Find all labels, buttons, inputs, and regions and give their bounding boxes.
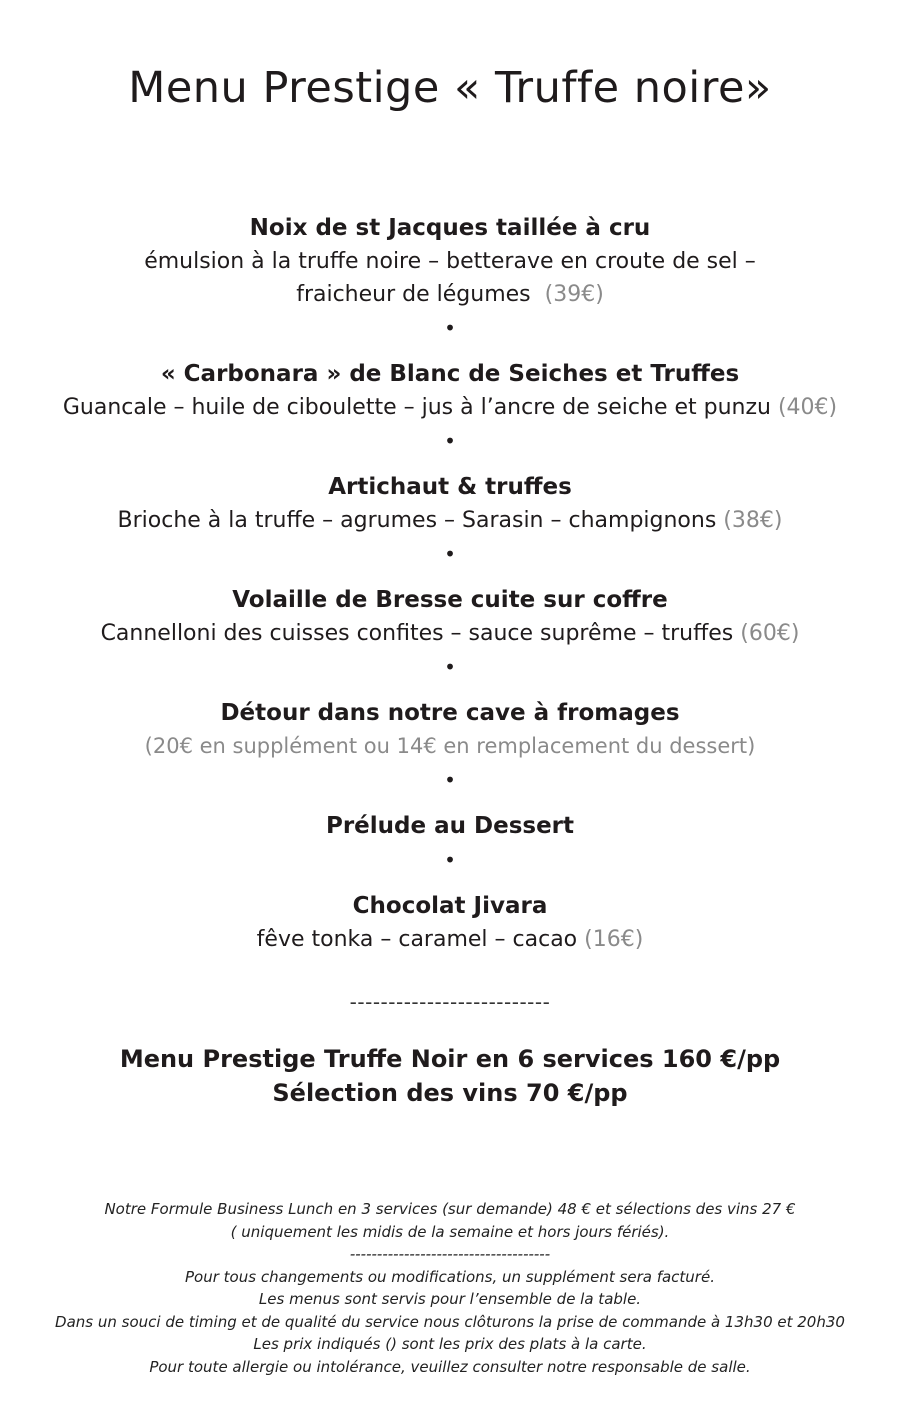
course-item [0, 358, 900, 458]
course-item [0, 890, 900, 956]
course-price: (60€) [740, 621, 800, 646]
wine-selection-price: Sélection des vins 70 €/pp [272, 1079, 628, 1107]
course-description: Brioche à la truffe – agrumes – Sarasin – champignons (38€) [117, 508, 783, 533]
course-description: fraicheur de légumes (39€) [296, 282, 604, 307]
footer-divider: ------------------------------------- [349, 1245, 551, 1263]
course-price: (39€) [544, 282, 604, 307]
course-name: Artichaut & truffes [328, 474, 572, 500]
course-item [0, 697, 900, 797]
bullet-separator: • [444, 768, 456, 792]
bullet-separator: • [444, 429, 456, 453]
course-name: Détour dans notre cave à fromages [220, 700, 680, 726]
course-price: (16€) [584, 927, 644, 952]
course-price: (38€) [723, 508, 783, 533]
course-name: Chocolat Jivara [352, 893, 548, 919]
menu-totals [0, 1042, 900, 1110]
footer-line: Les menus sont servis pour l’ensemble de la table. [258, 1290, 642, 1308]
course-name: Prélude au Dessert [325, 813, 575, 839]
course-description: Guancale – huile de ciboulette – jus à l’ancre de seiche et punzu (40€) [62, 395, 838, 420]
page-title: Menu Prestige « Truffe noire» [128, 63, 772, 113]
menu-price: Menu Prestige Truffe Noir en 6 services 160 €/pp [119, 1045, 781, 1073]
footer-line: Les prix indiqués () sont les prix des plats à la carte. [253, 1335, 647, 1353]
course-name: Volaille de Bresse cuite sur coffre [232, 587, 668, 613]
course-item [0, 212, 900, 345]
cheese-supplement-note: (20€ en supplément ou 14€ en remplacement du dessert) [144, 734, 756, 758]
footer-line: Dans un souci de timing et de qualité du service nous clôturons la prise de commande à 13h30 et 20h30 [55, 1312, 845, 1331]
footer-line: Notre Formule Business Lunch en 3 services (sur demande) 48 € et sélections des vins 27 € [104, 1200, 796, 1218]
course-description: fêve tonka – caramel – cacao (16€) [256, 927, 644, 952]
course-name: Noix de st Jacques taillée à cru [249, 215, 651, 241]
course-description: Cannelloni des cuisses confites – sauce suprême – truffes (60€) [100, 621, 800, 646]
footer-line: Pour tous changements ou modifications, un supplément sera facturé. [185, 1267, 715, 1286]
bullet-separator: • [444, 848, 456, 872]
course-price: (40€) [777, 395, 838, 420]
course-item [0, 471, 900, 571]
footer-line: Pour toute allergie ou intolérance, veuillez consulter notre responsable de salle. [149, 1357, 751, 1376]
course-item [0, 810, 900, 877]
course-item [0, 584, 900, 684]
course-name: « Carbonara » de Blanc de Seiches et Truffes [160, 361, 740, 387]
section-divider: -------------------------- [349, 990, 551, 1014]
bullet-separator: • [444, 655, 456, 679]
course-description: émulsion à la truffe noire – betterave en croute de sel – [144, 249, 756, 274]
bullet-separator: • [444, 316, 456, 340]
course-list [0, 212, 900, 956]
bullet-separator: • [444, 542, 456, 566]
footer-notes [0, 1198, 900, 1378]
footer-line: ( uniquement les midis de la semaine et hors jours fériés). [230, 1222, 670, 1241]
